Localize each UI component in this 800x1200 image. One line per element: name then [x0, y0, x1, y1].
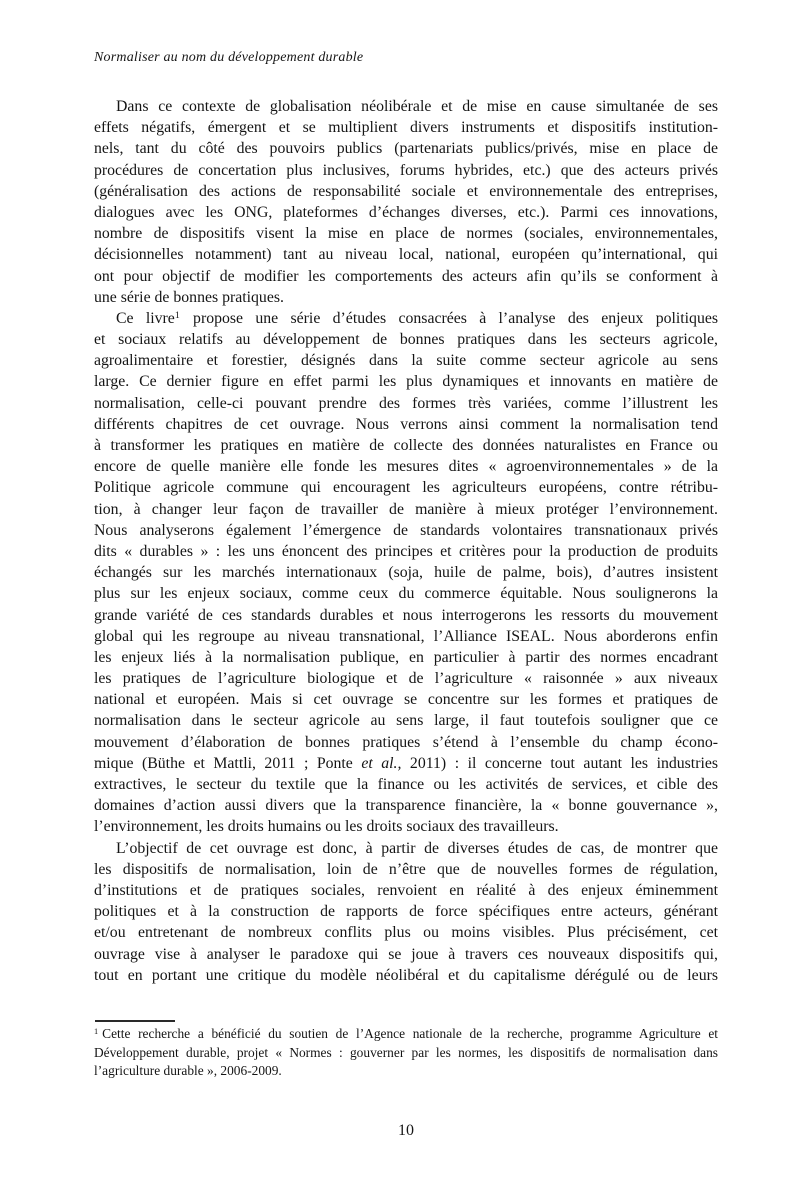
text-segment: mouvement d’élaboration de bonnes pratiques s’étend à l’ensemble du champ écono- [94, 733, 718, 751]
text-segment: ont pour objectif de modifier les comportements des acteurs afin qu’ils se conforment à [94, 267, 718, 285]
page-number: 10 [398, 1122, 414, 1139]
text-segment: large. Ce dernier figure en effet parmi les plus dynamiques et innovants en matière de [94, 373, 718, 391]
text-line [94, 329, 718, 350]
text-line [94, 393, 718, 414]
text-segment: normalisation dans le secteur agricole au sens large, il faut toutefois souligner que ce [94, 712, 718, 730]
text-segment: effets négatifs, émergent et se multiplient divers instruments et dispositifs institution- [94, 119, 718, 137]
text-line [94, 753, 718, 774]
text-segment: Développement durable, projet « Normes : gouverner par les normes, les dispositifs de normalisation dans [94, 1044, 718, 1060]
text-segment: agroalimentaire et forestier, désignés dans la suite comme secteur agricole au sens [94, 352, 718, 370]
text-line [94, 117, 718, 138]
text-segment: national et européen. Mais si cet ouvrage se concentre sur les formes et pratiques de [94, 691, 718, 709]
text-line [94, 456, 718, 477]
text-line [94, 520, 718, 541]
paragraph [94, 838, 718, 986]
text-segment: grande variété de ces standards durables et nous interrogerons les ressorts du mouvement [94, 606, 718, 624]
text-segment: ouvrage vise à analyser le paradoxe qui se joue à travers ces nouveaux dispositifs qui, [94, 945, 718, 963]
text-line [94, 477, 718, 498]
text-segment: encore de quelle manière elle fonde les mesures dites « agroenvironnementales » de la [94, 458, 718, 476]
text-line [94, 965, 718, 986]
text-line [94, 1025, 718, 1044]
text-segment: à transformer les pratiques en matière de collecte des données naturalistes en France ou [94, 437, 718, 454]
text-line [94, 626, 718, 647]
text-line [94, 732, 718, 753]
text-segment: et sociaux relatifs au développement de bonnes pratiques dans les secteurs agricole, [94, 331, 718, 349]
text-line [94, 647, 718, 668]
text-line [94, 181, 718, 202]
text-line [94, 266, 718, 287]
text-segment: l’agriculture durable », 2006-2009. [94, 1063, 282, 1079]
text-line [94, 901, 718, 922]
text-line [94, 202, 718, 223]
text-segment: d’institutions et de pratiques sociales, renvoient en réalité à des enjeux éminemment [94, 881, 718, 899]
italic-phrase: et al., [361, 754, 402, 772]
text-segment: extractives, le secteur du textile que la finance ou les activités de services, et cible des [94, 776, 718, 793]
text-line [94, 795, 718, 816]
text-segment: politiques et à la construction de rapports de force spécifiques entre acteurs, générant [94, 903, 718, 921]
text-line [94, 583, 718, 604]
text-segment: mique (Büthe et Mattli, 2011 ; Ponte [94, 754, 362, 772]
text-segment: tion, à changer leur façon de travailler de manière à mieux protéger l’environnement. [94, 500, 718, 518]
text-segment: une série de bonnes pratiques. [94, 288, 284, 306]
text-line [94, 562, 718, 583]
text-segment: Cette recherche a bénéficié du soutien de l’Agence nationale de la recherche, programme Agriculture et [102, 1026, 718, 1041]
text-segment: propose une série d’études consacrées à l’analyse des enjeux politiques [180, 309, 718, 327]
text-segment: L’objectif de cet ouvrage est donc, à partir de diverses études de cas, de montrer que [116, 839, 718, 857]
text-segment: Dans ce contexte de globalisation néolibérale et de mise en cause simultanée de ses [116, 98, 718, 115]
footnote-text [94, 1025, 718, 1081]
footnote-ref-superscript: 1 [174, 309, 180, 321]
text-segment: et/ou entretenant de nombreux conflits plus ou moins visibles. Plus précisément, cet [94, 924, 718, 942]
text-segment: tout en portant une critique du modèle néolibéral et du capitalisme dérégulé ou de leurs [94, 966, 718, 984]
text-line [94, 244, 718, 265]
paragraph [94, 96, 718, 308]
text-line [94, 838, 718, 859]
text-segment: Ce livre [116, 309, 175, 327]
text-segment: l’environnement, les droits humains ou les droits sociaux des travailleurs. [94, 818, 559, 836]
text-line [94, 223, 718, 244]
text-line [94, 541, 718, 562]
text-line [94, 1062, 718, 1081]
text-segment: dits « durables » : les uns énoncent des principes et critères pour la production de produits [94, 542, 718, 560]
text-segment: global qui les regroupe au niveau transnational, l’Alliance ISEAL. Nous aborderons enfin [94, 627, 718, 645]
text-line [94, 350, 718, 371]
text-segment: Nous analyserons également l’émergence de standards volontaires transnationaux privés [94, 521, 718, 539]
text-line [94, 668, 718, 689]
text-segment: 2011) : il concerne tout autant les industries [401, 754, 718, 772]
footnote-separator [95, 1020, 175, 1022]
text-line [94, 774, 718, 795]
text-line [94, 816, 718, 837]
body-text [94, 96, 718, 986]
text-line [94, 499, 718, 520]
text-segment: nels, tant du côté des pouvoirs publics (partenariats publics/privés, mise en place de [94, 140, 718, 158]
text-segment: Politique agricole commune qui encouragent les agriculteurs européens, contre rétribu- [94, 479, 718, 497]
text-line [94, 1044, 718, 1063]
text-line [94, 287, 718, 308]
text-segment: normalisation, celle-ci pouvant prendre des formes très variées, comme l’illustrent les [94, 394, 718, 412]
paragraph [94, 308, 718, 838]
text-line [94, 160, 718, 181]
text-line [94, 689, 718, 710]
text-segment: les dispositifs de normalisation, loin de n’être que de nouvelles formes de régulation, [94, 860, 718, 878]
text-line [94, 605, 718, 626]
text-segment: (généralisation des actions de responsabilité sociale et environnementale des entreprises, [94, 182, 718, 200]
text-line [94, 371, 718, 392]
text-line [94, 859, 718, 880]
text-segment: les enjeux liés à la normalisation publique, en particulier à partir des normes encadrant [94, 648, 718, 666]
running-header: Normaliser au nom du développement durable [94, 50, 364, 65]
text-line [94, 710, 718, 731]
text-segment: les pratiques de l’agriculture biologique et de l’agriculture « raisonnée » aux niveaux [94, 670, 718, 688]
text-segment: domaines d’action aussi divers que la transparence financière, la « bonne gouvernance », [94, 797, 718, 815]
text-segment: nombre de dispositifs visent la mise en place de normes (sociales, environnementales, [94, 225, 718, 243]
text-segment: plus sur les enjeux sociaux, comme ceux du commerce équitable. Nous soulignerons la [94, 585, 718, 603]
text-line [94, 435, 718, 456]
text-line [94, 922, 718, 943]
text-line [94, 138, 718, 159]
text-segment: échangés sur les marchés internationaux (soja, huile de palme, bois), d’autres insistent [94, 564, 718, 582]
text-line [94, 308, 718, 329]
text-segment: différents chapitres de cet ouvrage. Nous verrons ainsi comment la normalisation tend [94, 415, 718, 433]
text-segment: décisionnelles notamment) tant au niveau local, national, européen qu’international, qui [94, 246, 718, 264]
text-segment: dialogues avec les ONG, plateformes d’échanges diverses, etc.). Parmi ces innovations, [94, 203, 718, 221]
text-line [94, 944, 718, 965]
text-segment: procédures de concertation plus inclusives, forums hybrides, etc.) que des acteurs privés [94, 161, 718, 179]
text-line [94, 880, 718, 901]
text-line [94, 414, 718, 435]
text-line [94, 96, 718, 117]
footnote-ref-superscript: 1 [94, 1027, 99, 1036]
